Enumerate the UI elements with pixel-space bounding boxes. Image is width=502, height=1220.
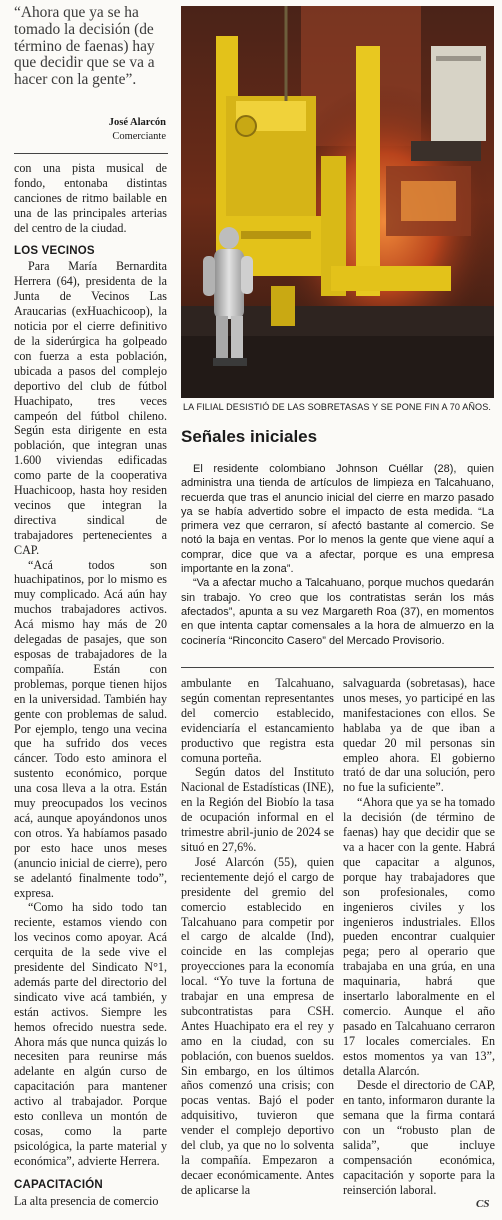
section-heading-vecinos: LOS VECINOS	[14, 244, 95, 257]
paragraph: Según datos del Instituto Nacional de Estadísticas (INE), en la Región del Biobío la tasa de ocupación informal en el trimestre abril-junio de 2024 se situó en 27,6%.	[181, 765, 334, 854]
article-column-3	[343, 676, 495, 1198]
paragraph: “Ahora que ya se ha tomado la decisión (de término de faenas) hay que decidir que se va a hacer con la gente. Habrá que capacitar a algunos, porque hay trabajadores que son profesionales, como ingenieros civiles y los ingenieros industriales. Ellos pueden encontrar cualquier pega; pero al operario que trabajaba en una grúa, en una maquinaria, habrá que insertarlo laboralmente en el comercio. Aunque el año pasado en Talcahuano cerraron 17 locales comerciales. En estos momentos ya van 13”, detalla Alarcón.	[343, 795, 495, 1078]
steel-plant-photo	[181, 6, 494, 398]
pull-quote-text: “Ahora que ya se ha tomado la decisión (de término de faenas) hay que decidir que se va a hacer con la gente”.	[14, 4, 155, 89]
pull-quote	[14, 5, 172, 89]
photo-caption: LA FILIAL DESISTIÓ DE LAS SOBRETASAS Y SE PONE FIN A 70 AÑOS.	[183, 402, 491, 412]
paragraph: Para María Bernardita Herrera (64), presidenta de la Junta de Vecinos Las Araucarias (exHuachicoop), la noticia por el cierre definitivo de la siderúrgica ha golpeado con fuerza a esta población, ubicada a pasos del complejo deportivo del club de fútbol Huachipato, tres veces campeón del fútbol chileno. Según esta dirigente en esta población, que integran unas 1.600 viviendas edificadas como parte de la cooperativa Huachicoop, hasta hoy residen vecinos que integran la directiva sindical de trabajadores pertenecientes a CAP.	[14, 259, 167, 557]
paragraph: Desde el directorio de CAP, en tanto, informaron durante la semana que la firma contará con un “robusto plan de salida”, que incluye compensación económica, capacitación y soporte para la reinserción laboral.	[343, 1078, 495, 1197]
divider	[14, 153, 168, 154]
paragraph: “Acá todos son huachipatinos, por lo mismo es muy complicado. Acá aún hay muchos trabajadores activos. Acá mismo hay más de 20 delegadas de pasajes, que son esposas de trabajadores de la compañía. Están con problemas, porque tienen hijos en la universidad. También hay gente con problemas de salud. Por ejemplo, tengo una vecina que ha sufrido dos veces cáncer. Todo esto aminora el sustento económico, porque una cosa lleva a la otra. Están muy preocupados los vecinos acá, aunque apoyándonos unos con otros. Ya habíamos pasado por esto hace unos meses (anuncio inicial de cierre), pero se adelantó finalmente todo”, expresa.	[14, 557, 167, 900]
sidebar-body	[181, 462, 494, 648]
paragraph: “Como ha sido todo tan reciente, estamos viendo con los vecinos como apoyar. Acá cerquita de la sede vive el presidente del Sindicato N°1, además parte del directorio del sindicato vive acá también, y están activos. Siempre les hemos ofrecido nuestra sede. Ahora más que nunca quizás lo necesiten para reunirse más adelante en algún curso de capacitación para mantener activo al trabajador. Porque esto conlleva un montón de cosas, como la parte psicológica, la parte material y económica”, advierte Herrera.	[14, 900, 167, 1168]
paragraph: “Va a afectar mucho a Talcahuano, porque muchos quedarán sin trabajo. Yo creo que los contratistas serán los más afectados”, apunta a su vez Margareth Roa (37), en momentos en que intenta captar comensales a la hora de almuerzo en la cocinería “Rinconcito Casero” del Mercado Provisorio.	[181, 577, 494, 647]
paragraph: La alta presencia de comercio	[14, 1193, 159, 1208]
sidebar-title: Señales iniciales	[181, 427, 318, 446]
pull-quote-role: Comerciante	[112, 131, 166, 142]
article-column-1	[14, 161, 167, 1209]
paragraph: ambulante en Talcahuano, según comentan representantes del comercio establecido, evidenciaría el estancamiento productivo que registra esta comuna porteña.	[181, 676, 334, 765]
photo	[181, 6, 494, 398]
article-column-2	[181, 676, 334, 1198]
paragraph: salvaguarda (sobretasas), hace unos meses, yo participé en las manifestaciones con ellos. Se hablaba ya de que iban a quedar 20 mil personas sin empleo ahora. El gobierno trató de dar una solución, pero no fue la suficiente”.	[343, 676, 495, 795]
paragraph: con una pista musical de fondo, entonaba distintas canciones de ritmo bailable en una de las principales arterias del centro de la ciudad.	[14, 161, 167, 235]
paragraph: El residente colombiano Johnson Cuéllar (28), quien administra una tienda de artículos de limpieza en Talcahuano, recuerda que tras el anuncio inicial del cierre en marzo pasado ya se había advertido sobre el impacto de esta medida. “La primera vez que cerraron, sí afectó bastante al comercio. Se notó la baja en ventas. Por lo menos la gente que viene aquí a comprar, dice que va a afectar, porque es una empresa importante en la zona”.	[181, 463, 494, 576]
section-heading-capacitacion: CAPACITACIÓN	[14, 1178, 103, 1191]
end-mark: CS	[476, 1198, 490, 1210]
paragraph: José Alarcón (55), quien recientemente dejó el cargo de presidente del gremio del comercio establecido en Talcahuano para competir por el cargo de alcalde (Ind), coincide en las complejas proyecciones para la economía local. “Yo tuve la fortuna de trabajar en una empresa de subcontratistas para CSH. Antes Huachipato era el rey y amo en la ciudad, con su población, con buenos sueldos. Sin embargo, en los últimos años comenzó una crisis; con pocas ventas. Bajó el poder adquisitivo, tuvieron que vender el complejo deportivo del club, ya que no lo solventa la compañía. Empezaron a decaer económicamente. Antes de aplicarse la	[181, 854, 334, 1197]
pull-quote-author: José Alarcón	[108, 117, 166, 128]
divider	[181, 667, 494, 668]
